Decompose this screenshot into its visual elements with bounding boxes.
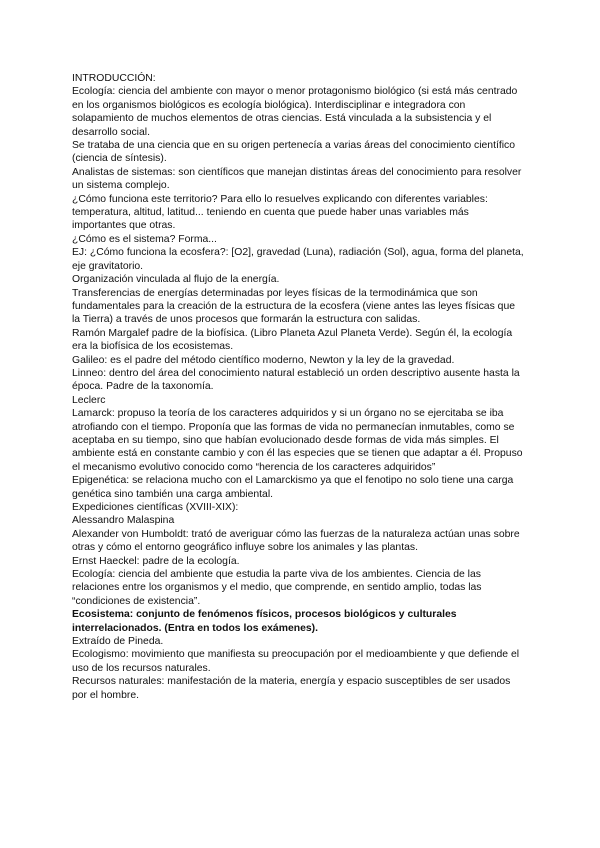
paragraph-ecologia-definicion: Ecología: ciencia del ambiente con mayor o menor protagonismo biológico (si está más centrado en los organismos biológicos es ecología biológica). Interdisciplinar e integradora con solapamiento de muchos elementos de otras ciencias. Está vinculada a la subsistencia y el desarrollo social. [72, 86, 518, 138]
document-page [72, 72, 524, 702]
paragraph-lamarck: Lamarck: propuso la teoría de los caracteres adquiridos y si un órgano no se ejercitaba se iba atrofiando con el tiempo. Proponía que las formas de vida no permanecían inmutables, como se aceptaba en su tiempo, sino que habían evolucionado desde formas de vida más simples. El ambiente está en constante cambio y con él las especies que se tienen que adaptar a él. Propuso el mecanismo evolutivo conocido como “herencia de los caracteres adquiridos” [72, 408, 523, 473]
paragraph-ejemplo-ecosfera: EJ: ¿Cómo funciona la ecosfera?: [O2], gravedad (Luna), radiación (Sol), agua, forma del planeta, eje gravitatorio. [72, 247, 524, 272]
paragraph-transferencias-energia: Transferencias de energías determinadas por leyes físicas de la termodinámica que son fundamentales para la creación de la estructura de la ecosfera (viene antes las leyes físicas que la Tierra) a través de unos procesos que formarán la estructura con salidas. [72, 287, 516, 326]
paragraph-ecosistema-definicion: Ecosistema: conjunto de fenómenos físicos, procesos biológicos y culturales interrelacionados. (Entra en todos los exámenes). [72, 609, 457, 634]
paragraph-ecologia-ambiente: Ecología: ciencia del ambiente que estudia la parte viva de los ambientes. Ciencia de las relaciones entre los organismos y el medio, que comprende, en sentido amplio, todas las “condiciones de existencia”. [72, 569, 482, 607]
paragraph-como-funciona-territorio: ¿Cómo funciona este territorio? Para ello lo resuelves explicando con diferentes variables: temperatura, altitud, latitud... teniendo en cuenta que puede haber unas variables más importantes que otras. [72, 193, 488, 232]
paragraph-ciencia-sintesis: Se trataba de una ciencia que en su origen pertenecía a varias áreas del conocimiento científico (ciencia de síntesis). [72, 140, 516, 165]
paragraph-pineda: Extraído de Pineda. [72, 636, 164, 648]
paragraph-malaspina: Alessandro Malaspina [72, 515, 175, 527]
paragraph-como-es-sistema: ¿Cómo es el sistema? Forma... [72, 233, 217, 245]
paragraph-organizacion-energia: Organización vinculada al flujo de la energía. [72, 274, 280, 286]
paragraph-linneo: Linneo: dentro del área del conocimiento natural estableció un orden descriptivo ausente hasta la época. Padre de la taxonomía. [72, 367, 520, 393]
paragraph-margalef: Ramón Margalef padre de la biofísica. (Libro Planeta Azul Planeta Verde). Según él, la ecología era la biofísica de los ecosistemas. [72, 327, 513, 353]
paragraph-leclerc: Leclerc [72, 394, 106, 406]
paragraph-analistas-sistemas: Analistas de sistemas: son científicos que manejan distintas áreas del conocimiento para resolver un sistema complejo. [72, 166, 522, 192]
paragraph-haeckel: Ernst Haeckel: padre de la ecología. [72, 555, 240, 567]
paragraph-galileo: Galileo: es el padre del método científico moderno, Newton y la ley de la gravedad. [72, 354, 455, 366]
paragraph-humboldt: Alexander von Humboldt: trató de averiguar cómo las fuerzas de la naturaleza actúan unas sobre otras y cómo el entorno geográfico influye sobre los animales y las plantas. [72, 528, 520, 554]
section-heading: INTRODUCCIÓN: [72, 73, 156, 84]
paragraph-expediciones: Expediciones científicas (XVIII-XIX): [72, 502, 239, 513]
paragraph-epigenetica: Epigenética: se relaciona mucho con el Lamarckismo ya que el fenotipo no solo tiene una carga genética sino también una carga ambiental. [72, 475, 514, 500]
paragraph-ecologismo: Ecologismo: movimiento que manifiesta su preocupación por el medioambiente y que defiende el uso de los recursos naturales. [72, 649, 520, 674]
paragraph-recursos-naturales: Recursos naturales: manifestación de la materia, energía y espacio susceptibles de ser usados por el hombre. [72, 676, 511, 701]
